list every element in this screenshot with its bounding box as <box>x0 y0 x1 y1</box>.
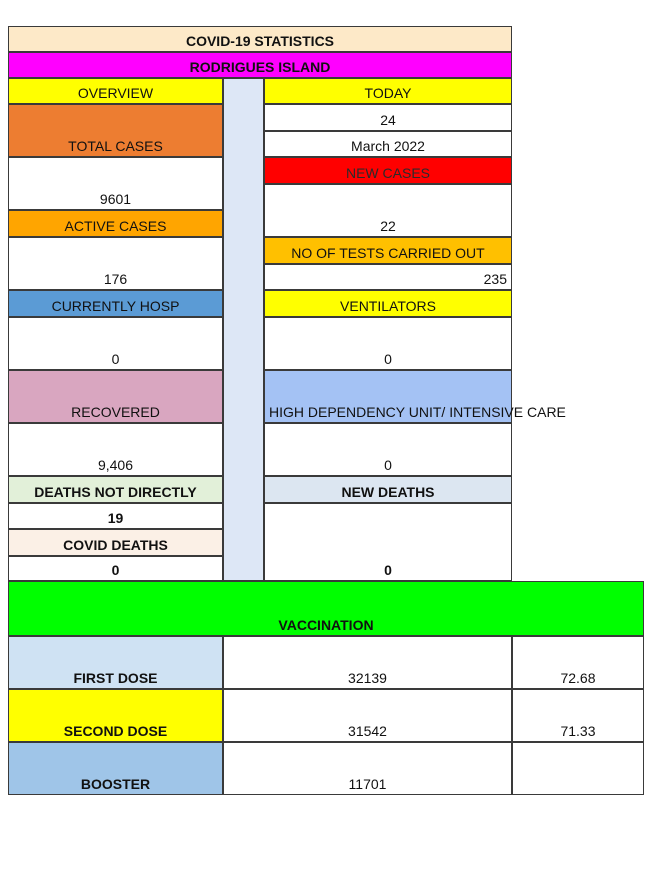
covid-deaths-label: COVID DEATHS <box>8 529 223 556</box>
today-header: TODAY <box>264 78 512 104</box>
new-cases-label: NEW CASES <box>264 157 512 184</box>
island-subtitle: RODRIGUES ISLAND <box>8 52 512 78</box>
recovered-label: RECOVERED <box>8 370 223 423</box>
total-cases-label: TOTAL CASES <box>8 104 223 157</box>
second-dose-label: SECOND DOSE <box>8 689 223 742</box>
total-cases-value: 9601 <box>8 157 223 210</box>
vaccination-header: VACCINATION <box>8 581 644 636</box>
currently-hosp-label: CURRENTLY HOSP <box>8 290 223 317</box>
covid-deaths-value: 0 <box>8 556 223 581</box>
page-title: COVID-19 STATISTICS <box>8 26 512 52</box>
active-cases-value: 176 <box>8 237 223 290</box>
booster-count: 11701 <box>223 742 512 795</box>
today-month-year: March 2022 <box>264 131 512 157</box>
today-day: 24 <box>264 104 512 131</box>
active-cases-label: ACTIVE CASES <box>8 210 223 237</box>
booster-percent <box>512 742 644 795</box>
new-deaths-label: NEW DEATHS <box>264 476 512 503</box>
first-dose-percent: 72.68 <box>512 636 644 689</box>
second-dose-count: 31542 <box>223 689 512 742</box>
spacer-column <box>223 78 264 581</box>
currently-hosp-value: 0 <box>8 317 223 370</box>
booster-label: BOOSTER <box>8 742 223 795</box>
new-deaths-value: 0 <box>264 503 512 581</box>
new-cases-value: 22 <box>264 184 512 237</box>
hdu-value: 0 <box>264 423 512 476</box>
hdu-label: HIGH DEPENDENCY UNIT/ INTENSIVE CARE <box>264 370 512 423</box>
tests-label: NO OF TESTS CARRIED OUT <box>264 237 512 264</box>
overview-header: OVERVIEW <box>8 78 223 104</box>
deaths-not-directly-value: 19 <box>8 503 223 529</box>
recovered-value: 9,406 <box>8 423 223 476</box>
deaths-not-directly-label: DEATHS NOT DIRECTLY <box>8 476 223 503</box>
tests-value: 235 <box>264 264 512 290</box>
ventilators-label: VENTILATORS <box>264 290 512 317</box>
first-dose-count: 32139 <box>223 636 512 689</box>
second-dose-percent: 71.33 <box>512 689 644 742</box>
ventilators-value: 0 <box>264 317 512 370</box>
first-dose-label: FIRST DOSE <box>8 636 223 689</box>
